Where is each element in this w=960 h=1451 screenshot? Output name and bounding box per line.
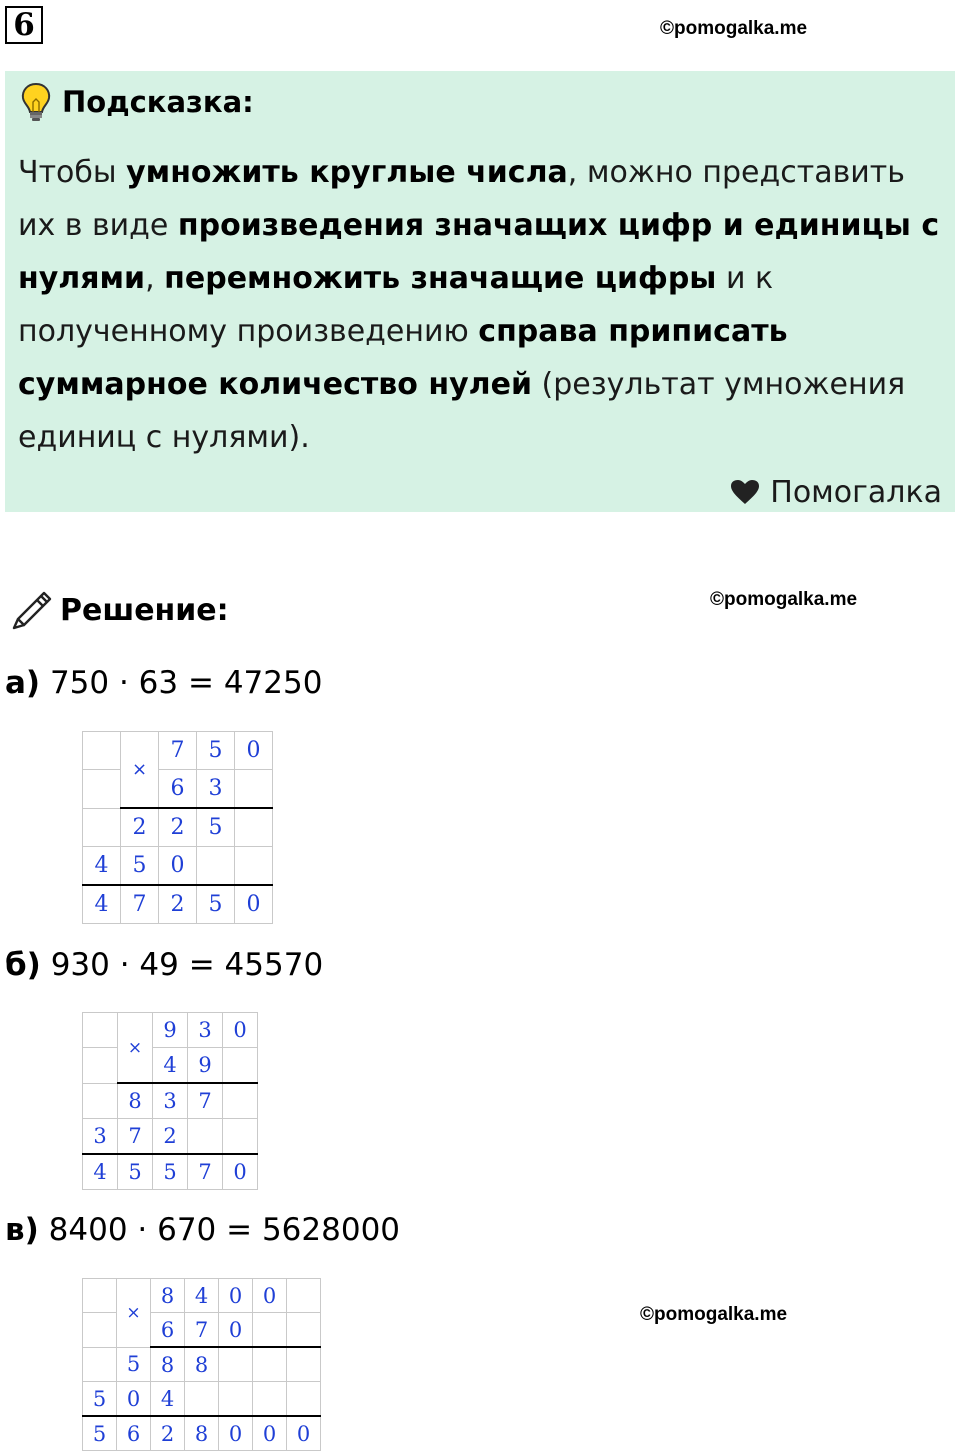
task-number: 6 bbox=[5, 6, 43, 44]
grid-cell: 3 bbox=[83, 1119, 118, 1155]
grid-cell: 9 bbox=[188, 1048, 223, 1084]
grid-cell: 4 bbox=[83, 847, 121, 886]
grid-cell: 3 bbox=[153, 1083, 188, 1119]
solution-title bbox=[10, 588, 229, 632]
multiplication-grid-b bbox=[82, 1012, 258, 1190]
grid-cell: 4 bbox=[185, 1279, 219, 1313]
grid-cell bbox=[197, 847, 235, 886]
grid-cell: 0 bbox=[219, 1416, 253, 1451]
part-label: в) bbox=[5, 1212, 39, 1248]
grid-cell: 4 bbox=[83, 885, 121, 924]
grid-cell: 8 bbox=[185, 1416, 219, 1451]
hint-segment: и к полученному произведению bbox=[18, 261, 774, 349]
grid-cell: 7 bbox=[159, 732, 197, 770]
grid-row bbox=[83, 1013, 258, 1048]
grid-cell: 3 bbox=[188, 1013, 223, 1048]
pencil-icon bbox=[10, 588, 54, 632]
grid-cell: 0 bbox=[223, 1013, 258, 1048]
grid-cell: 6 bbox=[117, 1416, 151, 1451]
grid-cell: 0 bbox=[219, 1279, 253, 1313]
grid-cell: 4 bbox=[151, 1382, 185, 1417]
hint-segment: (результат умножения единиц с нулями). bbox=[18, 367, 906, 455]
grid-row bbox=[83, 732, 273, 770]
watermark-top: ©pomogalka.me bbox=[660, 18, 808, 39]
grid-cell: 0 bbox=[117, 1382, 151, 1417]
part-label: а) bbox=[5, 665, 41, 701]
grid-cell bbox=[83, 1313, 117, 1348]
multiply-sign: × bbox=[121, 732, 159, 809]
grid-cell: 0 bbox=[223, 1154, 258, 1190]
grid-cell: 8 bbox=[151, 1347, 185, 1382]
heart-icon bbox=[730, 479, 760, 505]
grid-row bbox=[83, 847, 273, 886]
grid-cell: 8 bbox=[118, 1083, 153, 1119]
hint-title bbox=[20, 82, 254, 122]
grid-cell: 8 bbox=[185, 1347, 219, 1382]
grid-cell: 5 bbox=[197, 808, 235, 847]
lightbulb-icon bbox=[20, 82, 52, 122]
grid-cell: 0 bbox=[253, 1416, 287, 1451]
grid-cell: 2 bbox=[153, 1119, 188, 1155]
grid-cell bbox=[287, 1279, 321, 1313]
grid-cell bbox=[83, 1347, 117, 1382]
grid-cell: 0 bbox=[219, 1313, 253, 1348]
grid-cell bbox=[287, 1313, 321, 1348]
grid-cell bbox=[235, 808, 273, 847]
hint-text bbox=[18, 146, 943, 464]
equation-a bbox=[5, 663, 322, 703]
grid-cell: 5 bbox=[117, 1347, 151, 1382]
expression: 8400 · 670 = 5628000 bbox=[48, 1212, 401, 1248]
grid-row bbox=[83, 885, 273, 924]
grid-row bbox=[83, 1279, 321, 1313]
grid-cell: 5 bbox=[83, 1382, 117, 1417]
grid-row bbox=[83, 1347, 321, 1382]
grid-cell: 5 bbox=[197, 885, 235, 924]
grid-cell: 5 bbox=[153, 1154, 188, 1190]
hint-bold-segment: перемножить значащие цифры bbox=[164, 261, 717, 296]
grid-row bbox=[83, 770, 273, 809]
grid-cell bbox=[83, 1013, 118, 1048]
grid-cell bbox=[287, 1382, 321, 1417]
grid-cell bbox=[223, 1119, 258, 1155]
signature-text: Помогалка bbox=[770, 474, 942, 510]
grid-cell bbox=[83, 1279, 117, 1313]
expression: 930 · 49 = 45570 bbox=[50, 947, 324, 983]
grid-cell bbox=[223, 1083, 258, 1119]
grid-row bbox=[83, 1382, 321, 1417]
hint-segment: , можно представить их в виде bbox=[18, 155, 905, 243]
expression: 750 · 63 = 47250 bbox=[49, 665, 323, 701]
grid-row bbox=[83, 1416, 321, 1451]
grid-cell: 8 bbox=[151, 1279, 185, 1313]
grid-cell bbox=[223, 1048, 258, 1084]
grid-cell bbox=[253, 1382, 287, 1417]
grid-cell bbox=[235, 847, 273, 886]
signature bbox=[730, 472, 942, 512]
grid-cell: 7 bbox=[188, 1083, 223, 1119]
grid-row bbox=[83, 1083, 258, 1119]
grid-cell bbox=[83, 732, 121, 770]
equation-b bbox=[5, 945, 323, 985]
grid-cell: 6 bbox=[159, 770, 197, 809]
grid-cell: 2 bbox=[151, 1416, 185, 1451]
grid-cell bbox=[287, 1347, 321, 1382]
grid-cell bbox=[235, 770, 273, 809]
grid-cell: 7 bbox=[118, 1119, 153, 1155]
grid-cell bbox=[219, 1382, 253, 1417]
hint-bold-segment: справа приписать суммарное количество нулей bbox=[18, 314, 788, 402]
grid-row bbox=[83, 1154, 258, 1190]
multiplication-grid-c bbox=[82, 1278, 321, 1451]
grid-cell: 5 bbox=[118, 1154, 153, 1190]
grid-row bbox=[83, 1119, 258, 1155]
grid-cell: 0 bbox=[253, 1279, 287, 1313]
hint-segment: , bbox=[145, 261, 165, 296]
grid-cell bbox=[219, 1347, 253, 1382]
grid-cell: 0 bbox=[235, 732, 273, 770]
solution-title-text: Решение: bbox=[60, 592, 229, 628]
hint-bold-segment: умножить круглые числа bbox=[126, 155, 568, 190]
grid-cell bbox=[185, 1382, 219, 1417]
part-label: б) bbox=[5, 947, 41, 983]
grid-row bbox=[83, 808, 273, 847]
grid-cell: 2 bbox=[159, 808, 197, 847]
watermark-middle: ©pomogalka.me bbox=[710, 589, 858, 610]
watermark-bottom: ©pomogalka.me bbox=[640, 1304, 788, 1325]
grid-cell bbox=[253, 1347, 287, 1382]
grid-cell: 7 bbox=[121, 885, 159, 924]
multiply-sign: × bbox=[117, 1279, 151, 1348]
grid-cell: 4 bbox=[153, 1048, 188, 1084]
grid-cell: 0 bbox=[235, 885, 273, 924]
grid-cell: 4 bbox=[83, 1154, 118, 1190]
hint-segment: Чтобы bbox=[18, 155, 127, 190]
grid-cell: 0 bbox=[287, 1416, 321, 1451]
hint-bold-segment: произведения значащих цифр и единицы с нулями bbox=[18, 208, 940, 296]
grid-cell: 5 bbox=[121, 847, 159, 886]
grid-cell: 2 bbox=[121, 808, 159, 847]
equation-c bbox=[5, 1210, 400, 1250]
grid-row bbox=[83, 1048, 258, 1084]
grid-cell: 7 bbox=[185, 1313, 219, 1348]
grid-cell bbox=[83, 1083, 118, 1119]
multiplication-grid-a bbox=[82, 731, 273, 924]
grid-cell bbox=[253, 1313, 287, 1348]
grid-cell: 5 bbox=[197, 732, 235, 770]
grid-cell bbox=[188, 1119, 223, 1155]
grid-cell: 6 bbox=[151, 1313, 185, 1348]
grid-cell: 3 bbox=[197, 770, 235, 809]
grid-cell: 5 bbox=[83, 1416, 117, 1451]
grid-cell: 2 bbox=[159, 885, 197, 924]
grid-cell: 9 bbox=[153, 1013, 188, 1048]
grid-cell: 7 bbox=[188, 1154, 223, 1190]
grid-cell bbox=[83, 1048, 118, 1084]
grid-cell bbox=[83, 808, 121, 847]
hint-title-text: Подсказка: bbox=[62, 85, 254, 119]
grid-cell: 0 bbox=[159, 847, 197, 886]
multiply-sign: × bbox=[118, 1013, 153, 1084]
grid-cell bbox=[83, 770, 121, 809]
